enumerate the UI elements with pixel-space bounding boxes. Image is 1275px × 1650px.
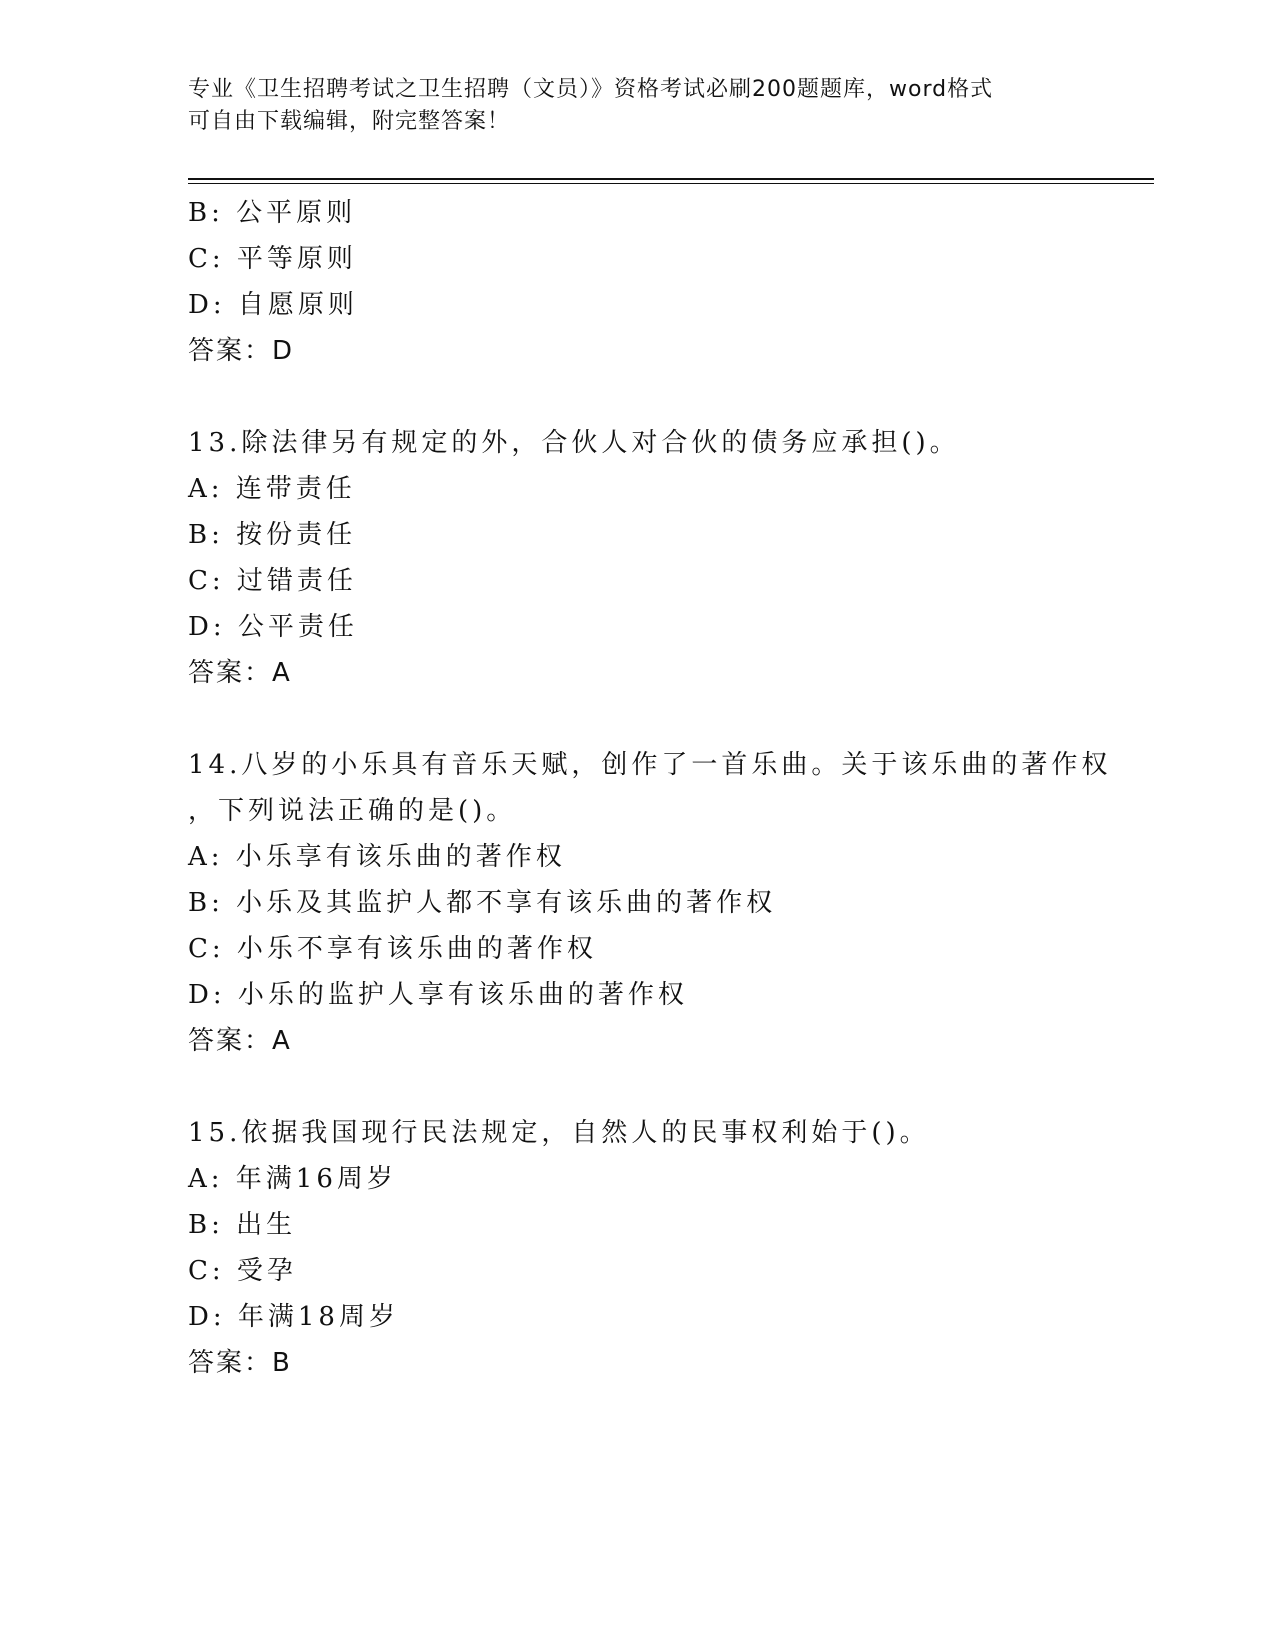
question-stem-line-2: ，下列说法正确的是()。 (188, 796, 517, 826)
question-15 (188, 1110, 1088, 1386)
question-stem-line-1: 14.八岁的小乐具有音乐天赋，创作了一首乐曲。关于该乐曲的著作权 (188, 750, 1112, 780)
header-line-2: 可自由下载编辑，附完整答案！ (188, 109, 511, 134)
question-stem: 13.除法律另有规定的外，合伙人对合伙的债务应承担()。 (188, 428, 960, 458)
option-c: C: 平等原则 (188, 244, 357, 274)
option-c: C: 小乐不享有该乐曲的著作权 (188, 934, 597, 964)
option-a: A: 小乐享有该乐曲的著作权 (188, 842, 566, 872)
option-b: B: 公平原则 (188, 198, 357, 228)
answer: 答案：A (188, 1026, 292, 1056)
question-stem: 15.依据我国现行民法规定，自然人的民事权利始于()。 (188, 1118, 930, 1148)
option-c: C: 过错责任 (188, 566, 357, 596)
question-13 (188, 420, 1088, 696)
option-d: D: 自愿原则 (188, 290, 358, 320)
header-line-1: 专业《卫生招聘考试之卫生招聘（文员）》资格考试必刷200题题库，word格式 (188, 77, 994, 102)
answer: 答案：B (188, 1348, 292, 1378)
option-a: A: 连带责任 (188, 474, 356, 504)
option-d: D: 年满18周岁 (188, 1302, 399, 1332)
header-rule-thin (188, 183, 1154, 184)
option-c: C: 受孕 (188, 1256, 297, 1286)
option-a: A: 年满16周岁 (188, 1164, 397, 1194)
option-d: D: 小乐的监护人享有该乐曲的著作权 (188, 980, 688, 1010)
question-list (188, 190, 1112, 1386)
question-12-tail (188, 190, 1088, 374)
answer: 答案：D (188, 336, 295, 366)
option-b: B: 出生 (188, 1210, 297, 1240)
header-rule-thick (188, 178, 1154, 180)
option-b: B: 按份责任 (188, 520, 357, 550)
answer: 答案：A (188, 658, 292, 688)
option-d: D: 公平责任 (188, 612, 358, 642)
document-header (188, 74, 1088, 138)
option-b: B: 小乐及其监护人都不享有该乐曲的著作权 (188, 888, 777, 918)
question-14 (188, 742, 1112, 1064)
